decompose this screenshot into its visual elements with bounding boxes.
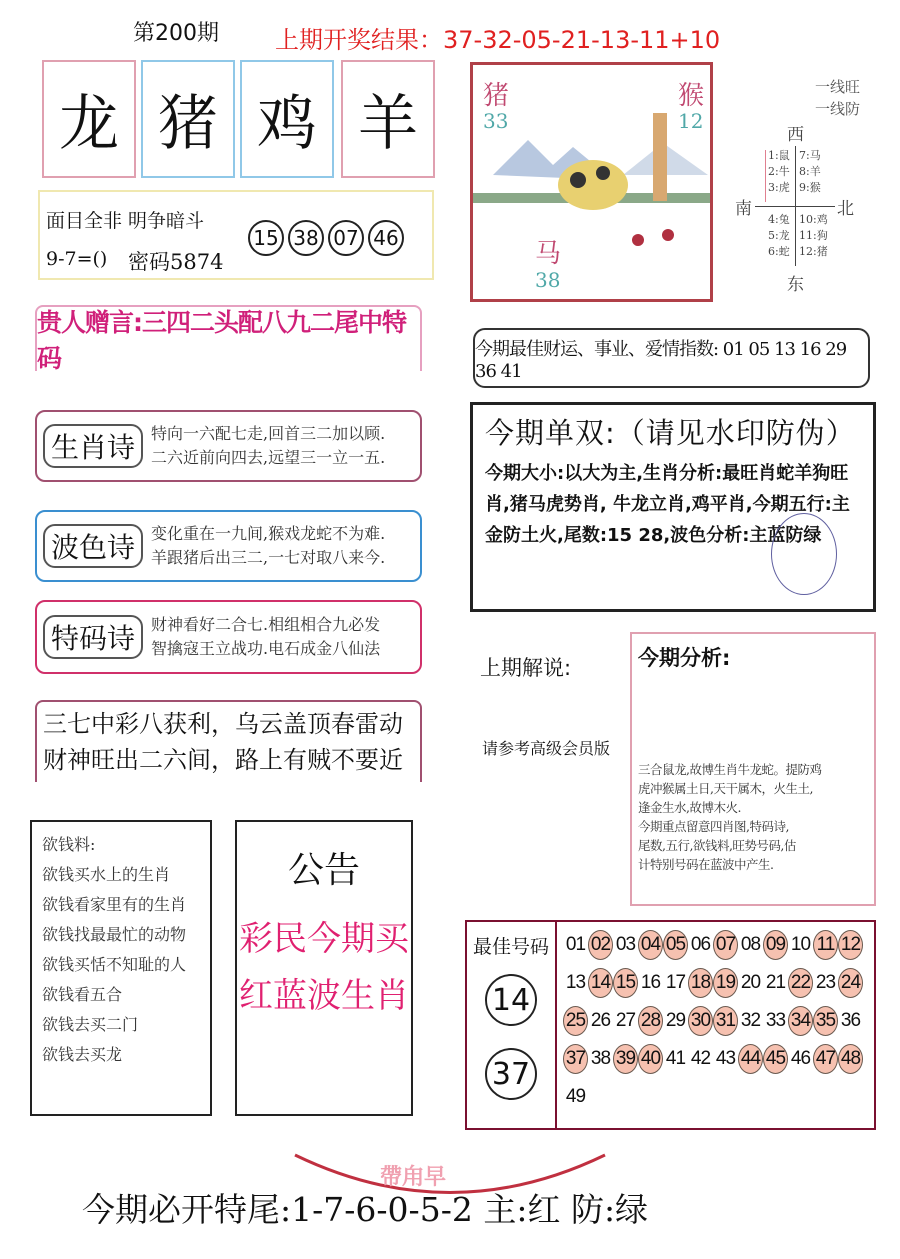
watermark-seal	[771, 513, 837, 595]
number-cell: 19	[713, 968, 738, 998]
compass-cell: 1:鼠	[768, 149, 790, 162]
number-cell: 32	[740, 1010, 761, 1031]
number-cell: 36	[840, 1010, 861, 1031]
number-cell: 31	[713, 1006, 738, 1036]
money-item: 欲钱看家里有的生肖	[42, 895, 187, 914]
fortune-index	[473, 328, 870, 388]
last-explain-note: 请参考高级会员版	[482, 739, 611, 758]
number-cell: 24	[838, 968, 863, 998]
number-ball: 15	[248, 220, 284, 256]
number-cell: 29	[665, 1010, 686, 1031]
number-cell: 05	[663, 930, 688, 960]
number-cell: 04	[638, 930, 663, 960]
poem-label: 生肖诗	[43, 424, 143, 468]
analysis-line: 虎冲猴属土日,天干属木，火生土,	[638, 781, 813, 796]
analysis-title: 今期分析:	[638, 646, 731, 670]
money-item: 欲钱买水上的生肖	[42, 865, 171, 884]
poem-special	[35, 600, 422, 674]
number-cell: 21	[765, 972, 786, 993]
notice-title: 公告	[287, 850, 360, 891]
poem-line: 羊跟猪后出三二,一七对取八来今.	[151, 548, 386, 567]
code-numbers	[248, 220, 408, 256]
number-cell: 43	[715, 1048, 736, 1069]
number-cell: 41	[665, 1048, 686, 1069]
footer-tail: 今期必开特尾:1-7-6-0-5-2 主:红 防:绿	[82, 1190, 649, 1229]
poem-label: 特码诗	[43, 615, 143, 659]
compass-cell: 6:蛇	[768, 245, 790, 258]
number-cell: 37	[563, 1044, 588, 1074]
compass-cell: 10:鸡	[799, 213, 828, 226]
banner-text: 贵人赠言:三四二头配八九二尾中特码	[37, 308, 406, 373]
number-cell: 42	[690, 1048, 711, 1069]
number-cell: 10	[790, 934, 811, 955]
number-cell: 34	[788, 1006, 813, 1036]
code-box	[38, 190, 434, 280]
banner	[35, 305, 422, 371]
compass-west: 西	[787, 125, 804, 145]
number-cell: 35	[813, 1006, 838, 1036]
money-item: 欲钱买恬不知耻的人	[42, 955, 187, 974]
poem-zodiac	[35, 410, 422, 482]
code-line1: 面目全非 明争暗斗	[46, 210, 205, 232]
poem-color	[35, 510, 422, 582]
number-cell: 23	[815, 972, 836, 993]
best-numbers-box	[465, 920, 876, 1130]
number-cell: 18	[688, 968, 713, 998]
compass-cell: 7:马	[799, 149, 821, 162]
number-cell: 08	[740, 934, 761, 955]
number-cell: 46	[790, 1048, 811, 1069]
compass-cell: 5:龙	[768, 229, 790, 242]
zodiac-picture	[470, 62, 713, 302]
notice-line: 彩民今期买	[239, 919, 409, 959]
number-cell: 15	[613, 968, 638, 998]
money-title: 欲钱料:	[42, 835, 96, 854]
compass-cell: 3:虎	[768, 181, 790, 194]
number-cell: 39	[613, 1044, 638, 1074]
compass-cell: 2:牛	[768, 165, 790, 178]
analysis-line: 计特别号码在蓝波中产生.	[638, 857, 774, 872]
compass-south: 南	[735, 199, 752, 219]
money-item: 欲钱去买龙	[42, 1045, 123, 1064]
verse-line: 三七中彩八获利，乌云盖顶春雷动	[43, 710, 403, 738]
number-cell: 16	[640, 972, 661, 993]
number-cell: 48	[838, 1044, 863, 1074]
number-cell: 25	[563, 1006, 588, 1036]
number-cell: 40	[638, 1044, 663, 1074]
number-cell: 14	[588, 968, 613, 998]
best-pick: 37	[485, 1048, 537, 1100]
money-item: 欲钱去买二门	[42, 1015, 139, 1034]
number-cell: 49	[565, 1086, 586, 1107]
best-title: 最佳号码	[473, 936, 550, 958]
zodiac-pick: 羊	[341, 60, 435, 178]
poem-line: 二六近前向四去,远望三一立一五.	[151, 448, 386, 467]
best-pick: 14	[485, 974, 537, 1026]
code-expr: 9-7=()	[46, 248, 108, 270]
number-cell: 20	[740, 972, 761, 993]
number-cell: 30	[688, 1006, 713, 1036]
zodiac-pick: 鸡	[240, 60, 334, 178]
number-ball: 46	[368, 220, 404, 256]
monkey-number: 12	[678, 109, 704, 133]
compass-cell: 4:兔	[768, 213, 790, 226]
analysis-line: 逢金生水,故博木火.	[638, 800, 741, 815]
number-ball: 38	[288, 220, 324, 256]
pig-label: 猪	[483, 81, 510, 111]
pig-number: 33	[483, 109, 509, 133]
money-riddle-box	[30, 820, 212, 1116]
poem-line: 变化重在一九间,猴戏龙蛇不为难.	[151, 524, 386, 543]
number-cell: 17	[665, 972, 686, 993]
number-cell: 44	[738, 1044, 763, 1074]
odd-even-box	[470, 402, 876, 612]
notice-box	[235, 820, 413, 1116]
number-cell: 27	[615, 1010, 636, 1031]
zodiac-pick: 猪	[141, 60, 235, 178]
poem-line: 特向一六配七走,回首三二加以顾.	[151, 424, 386, 443]
code-password: 密码5874	[128, 250, 224, 274]
number-cell: 22	[788, 968, 813, 998]
analysis-line: 三合鼠龙,故博生肖牛龙蛇。提防鸡	[638, 762, 822, 777]
issue-number: 第200期	[133, 21, 219, 46]
number-cell: 26	[590, 1010, 611, 1031]
verse-box	[35, 700, 422, 782]
number-cell: 01	[565, 934, 586, 955]
analysis-box	[630, 632, 876, 906]
horse-number: 38	[535, 268, 561, 292]
legend-prosper: 一线旺	[815, 78, 861, 96]
compass-cell: 9:猴	[799, 181, 821, 194]
compass-north: 北	[837, 199, 854, 219]
legend-guard: 一线防	[815, 100, 861, 118]
odd-even-title: 今期单双:（请见水印防伪）	[485, 416, 856, 450]
verse-line: 财神旺出二六间，路上有贼不要近	[43, 746, 403, 774]
poem-line: 财神看好二合七.相组相合九必发	[151, 615, 381, 634]
number-cell: 11	[813, 930, 838, 960]
compass-east: 东	[787, 275, 804, 295]
money-item: 欲钱找最最忙的动物	[42, 925, 187, 944]
watermark-text: 帶甪早	[380, 1165, 447, 1190]
poem-line: 智擒寇王立战功.电石成金八仙法	[151, 639, 381, 658]
last-explain-title: 上期解说:	[480, 656, 572, 680]
odd-even-body: 今期大小:以大为主,生肖分析:最旺肖蛇羊狗旺肖,猪马虎势肖, 牛龙立肖,鸡平肖,今期五行:主金防土火,尾数:15 28,波色分析:主蓝防绿	[485, 463, 850, 546]
compass-cell: 11:狗	[799, 229, 828, 242]
fortune-index-text: 今期最佳财运、事业、爱情指数: 01 05 13 16 29 36 41	[475, 338, 847, 382]
monkey-label: 猴	[678, 81, 705, 111]
poem-label: 波色诗	[43, 524, 143, 568]
number-cell: 03	[615, 934, 636, 955]
compass-cell: 8:羊	[799, 165, 821, 178]
notice-line: 红蓝波生肖	[239, 976, 409, 1016]
number-cell: 13	[565, 972, 586, 993]
analysis-line: 尾数,五行,欲钱料,旺势号码,估	[638, 838, 796, 853]
last-result: 上期开奖结果：37-32-05-21-13-11+10	[275, 26, 721, 54]
number-cell: 38	[590, 1048, 611, 1069]
number-cell: 09	[763, 930, 788, 960]
number-cell: 45	[763, 1044, 788, 1074]
number-grid	[563, 928, 863, 1114]
number-ball: 07	[328, 220, 364, 256]
number-cell: 02	[588, 930, 613, 960]
number-cell: 28	[638, 1006, 663, 1036]
number-cell: 07	[713, 930, 738, 960]
money-item: 欲钱看五合	[42, 985, 123, 1004]
number-cell: 33	[765, 1010, 786, 1031]
number-cell: 06	[690, 934, 711, 955]
zodiac-pick: 龙	[42, 60, 136, 178]
analysis-line: 今期重点留意四肖图,特码诗,	[638, 819, 789, 834]
compass-chart	[735, 120, 860, 300]
horse-label: 马	[535, 239, 562, 269]
number-cell: 47	[813, 1044, 838, 1074]
compass-cell: 12:猪	[799, 245, 828, 258]
number-cell: 12	[838, 930, 863, 960]
